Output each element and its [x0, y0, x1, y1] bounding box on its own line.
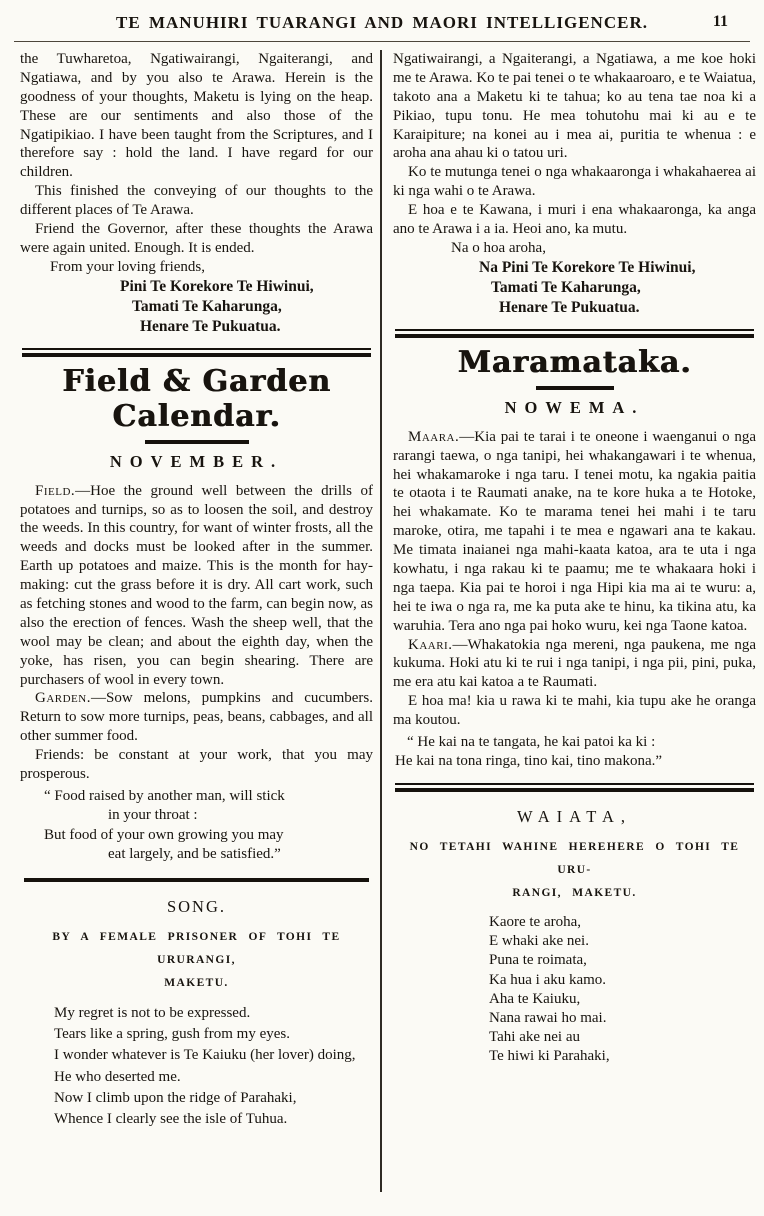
heading-underline-rule [145, 440, 249, 444]
song-subtitle-line: MAKETU. [164, 976, 229, 989]
section-divider-rule [395, 329, 754, 338]
maramataka-ehoa-paragraph: E hoa ma! kia u rawa ki te mahi, kia tupu ake he oranga ma koutou. [393, 693, 756, 729]
poem-line: Ka hua i aku kamo. [489, 971, 607, 988]
signature: Tamati Te Kaharunga, [491, 278, 641, 296]
song-divider-rule [24, 878, 369, 882]
quote-line: He kai na tona ringa, tino kai, tino makona.” [395, 753, 663, 770]
poem-line: Now I climb upon the ridge of Parahaki, [54, 1090, 297, 1107]
signature: Henare Te Pukuatua. [140, 317, 281, 335]
song-subtitle [20, 926, 373, 995]
waiata-subtitle [393, 836, 756, 905]
letter-mi-paragraph: E hoa e te Kawana, i muri i ena whakaaronga, ka anga ano te Arawa i a ia. Heoi ano, ka mutu. [393, 202, 756, 238]
english-proverb-quote [20, 787, 373, 865]
calendar-friends-paragraph: Friends: be constant at your work, that you may prosperous. [20, 747, 373, 782]
waiata-title: WAIATA, [516, 806, 633, 826]
letter-en-paragraph: Friend the Governor, after these thoughts the Arawa were again united. Enough. It is ended. [20, 221, 373, 256]
poem-line: I wonder whatever is Te Kaiuku (her lover) doing, [54, 1047, 356, 1064]
letter-en-paragraph: the Tuwharetoa, Ngatiwairangi, Ngaiterangi, and Ngatiawa, and by you also te Arawa. Herein is the goodness of your thoughts, Maketu is lying on the heap. These are our sentiments and also those of the Ngatipikiao. I have been taught from the Scriptures, and I therefore say : hold the land. I have regard for our children. [20, 51, 373, 181]
quote-line: “ Food raised by another man, will stick [44, 787, 285, 804]
waiata-poem [393, 913, 756, 1067]
song-subtitle-line: BY A FEMALE PRISONER OF TOHI TE URURANGI, [52, 930, 341, 966]
maara-text: —Kia pai te tarai i te oneone i waenganui o nga rarangi taewa, o nga tanipi, hei whakangawari i te whenua, hei whakamaroke i nga taru. I tenei motu, ka ngakia paitia te otaota i te Raumati anake, na te kore huka a te Hotoke, hei whakamate. Ko te marama tenei hei mahi i te taru maroke, otira, me tapahi i te mea e ngawari ana te kakau. Me timata inaianei nga mahi-kaata katoa, ara te uta i nga kowhatu, i nga rakau ki te paamu; me te whakaara hoki i nga taepa. Kia pai te horoi i nga Hipi kia ma ai te wuru: a, hei te iwa o nga ra, me ka puta ake te hinu, ka tikina atu, ka waruhia. Tera ano nga pai hoko wuru, kei nga Taone katoa. [393, 428, 756, 634]
columns-container [0, 42, 764, 1192]
signature: Tamati Te Kaharunga, [132, 297, 282, 315]
poem-line: Whence I clearly see the isle of Tuhua. [54, 1111, 288, 1128]
maramataka-section-heading: Maramataka. [457, 345, 692, 381]
calendar-field-paragraph [20, 482, 373, 690]
waiata-divider-rule [395, 783, 754, 792]
kaari-text: —Whakatokia nga mereni, nga paukena, me nga kukuma. Hoki atu ki te rui i nga tanipi, i nga pii, pini, puka, me era atu kai katoa a te Raumati. [393, 636, 756, 691]
signature: Pini Te Korekore Te Hiwinui, [120, 277, 314, 295]
page-header [0, 0, 764, 37]
quote-line: But food of your own growing you may [44, 826, 284, 843]
waiata-subtitle-line: NO TETAHI WAHINE HEREHERE O TOHI TE URU- [409, 840, 740, 876]
masthead-title: TE MANUHIRI TUARANGI AND MAORI INTELLIGENCER. [116, 13, 648, 32]
waiata-subtitle-line: RANGI, MAKETU. [512, 886, 637, 899]
maori-proverb-quote [393, 733, 756, 772]
section-divider-rule [22, 348, 371, 357]
maramataka-month-heading: NOWEMA. [504, 397, 645, 417]
kaari-label: Kaari. [408, 636, 453, 653]
poem-line: Te hiwi ki Parahaki, [489, 1048, 610, 1065]
field-text: —Hoe the ground well between the drills of potatoes and turnips, so as to loosen the soil, and destroy the weeds. In this country, for want of winter frosts, all the weeds and docks must be looked after in the summer. Earth up potatoes and maize. This is the month for hay-making: cut the grass before it is dry. All cart work, such as fetching stones and wood to the farm, can begin now, as also the erection of fences. Wash the sheep well, that the wool may be clean; and about the eighth day, when the yoke, has risen, you can begin shearing. There are purchasers of wool in every town. [20, 482, 373, 688]
song-title: SONG. [166, 896, 227, 916]
calendar-garden-paragraph [20, 689, 373, 746]
field-label: Field. [35, 482, 76, 499]
letter-mi-signatures [479, 258, 756, 318]
poem-line: Kaore te aroha, [489, 913, 582, 930]
letter-en-signatures [120, 277, 373, 337]
poem-line: My regret is not to be expressed. [54, 1004, 251, 1021]
letter-en-paragraph: This finished the conveying of our thoughts to the different places of Te Arawa. [20, 183, 373, 219]
poem-line: Nana rawai ho mai. [489, 1009, 607, 1026]
letter-mi-closing: Na o hoa aroha, [451, 239, 546, 256]
poem-line: Puna te roimata, [489, 952, 587, 969]
poem-line: E whaki ake nei. [489, 933, 589, 950]
letter-mi-paragraph: Ngatiwairangi, a Ngaiterangi, a Ngatiawa, a me koe hoki me te Arawa. Ko te pai tenei o te whakaaroaro, e te Waiatua, takoto ana a Maketu ki te tahua; ko au tena tae noa ki a Pikiao, tupu tonu. He mea tohutohu mai ki au e te Karaipiture; na konei au i mea ai, puritia te whenua : e aroha ana ahau ki o tatou uri. [393, 51, 756, 162]
poem-line: Tahi ake nei au [489, 1029, 580, 1046]
maara-label: Maara. [408, 428, 460, 445]
garden-text: —Sow melons, pumpkins and cucumbers. Return to sow more turnips, peas, beans, cabbages, and all other summer food. [20, 690, 373, 745]
page-number: 11 [712, 13, 728, 30]
poem-line: Aha te Kaiuku, [489, 990, 581, 1007]
quote-line: in your throat : [108, 807, 198, 824]
column-divider-rule [380, 50, 382, 1192]
poem-line: Tears like a spring, gush from my eyes. [54, 1026, 290, 1043]
quote-line: eat largely, and be satisfied.” [108, 846, 281, 863]
maramataka-kaari-paragraph [393, 636, 756, 693]
letter-mi-paragraph: Ko te mutunga tenei o nga whakaaronga i whakahaerea ai ki nga wahi o te Arawa. [393, 164, 756, 200]
garden-label: Garden. [35, 690, 91, 707]
calendar-section-heading: Field & Garden Calendar. [62, 364, 331, 435]
song-poem [20, 1003, 373, 1131]
left-column [20, 50, 378, 1192]
quote-line: “ He kai na te tangata, he kai patoi ka ki : [407, 733, 656, 750]
right-column [384, 50, 756, 1192]
poem-line: He who deserted me. [54, 1068, 181, 1085]
signature: Henare Te Pukuatua. [499, 299, 640, 317]
calendar-month-heading: NOVEMBER. [109, 451, 284, 471]
heading-underline-rule [536, 386, 614, 390]
signature: Na Pini Te Korekore Te Hiwinui, [479, 258, 696, 276]
letter-en-closing: From your loving friends, [50, 258, 205, 275]
maramataka-maara-paragraph [393, 428, 756, 636]
